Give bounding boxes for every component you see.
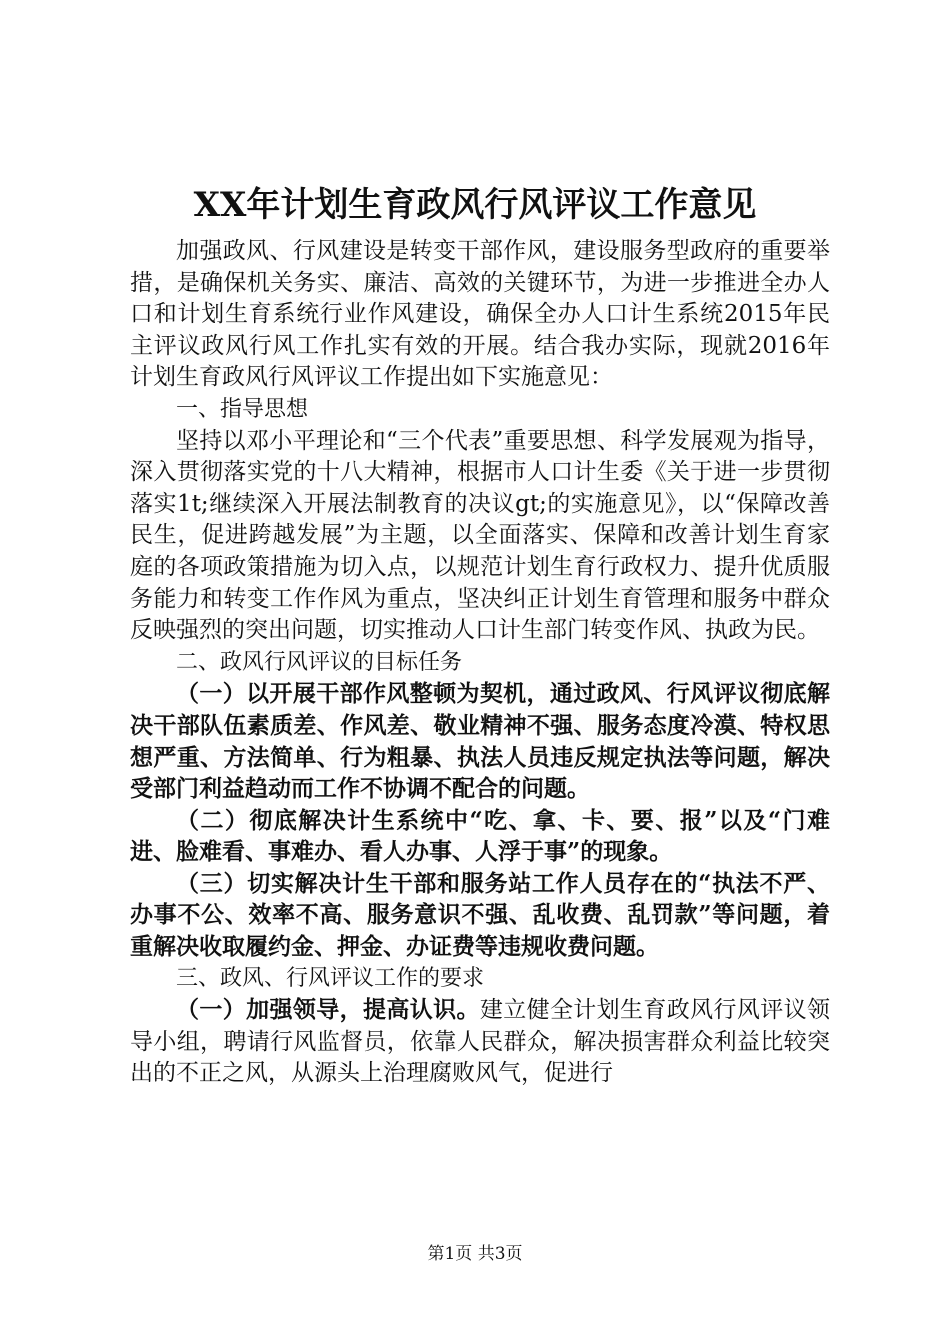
document-title: XX年计划生育政风行风评议工作意见 <box>193 185 757 225</box>
requirement-item-1 <box>130 994 830 1090</box>
goal-item-2: （二）彻底解决计生系统中“吃、拿、卡、要、报”以及“门难进、脸难看、事难办、看人办事、人浮于事”的现象。 <box>130 806 830 866</box>
section-paragraph-guiding-thought: 坚持以邓小平理论和“三个代表”重要思想、科学发展观为指导，深入贯彻落实党的十八大精神，根据市人口计生委《关于进一步贯彻落实1t;继续深入开展法制教育的决议gt;的实施意见》，以“保障改善民生，促进跨越发展”为主题，以全面落实、保障和改善计划生育家庭的各项政策措施为切入点，以规范计划生育行政权力、提升优质服务能力和转变工作作风为重点，坚决纠正计划生育管理和服务中群众反映强烈的突出问题，切实推动人口计生部门转变作风、执政为民。 <box>130 427 830 644</box>
intro-paragraph: 加强政风、行风建设是转变干部作风，建设服务型政府的重要举措，是确保机关务实、廉洁、高效的关键环节，为进一步推进全办人口和计划生育系统行业作风建设，确保全办人口计生系统2015年民主评议政风行风工作扎实有效的开展。结合我办实际，现就2016年计划生育政风行风评议工作提出如下实施意见： <box>130 238 830 391</box>
goal-item-1: （一）以开展干部作风整顿为契机，通过政风、行风评议彻底解决干部队伍素质差、作风差、敬业精神不强、服务态度冷漠、特权思想严重、方法简单、行为粗暴、执法人员违反规定执法等问题，解决受部门利益趋动而工作不协调不配合的问题。 <box>130 680 830 803</box>
section-heading-goals: 二、政风行风评议的目标任务 <box>176 649 463 675</box>
section-heading-requirements: 三、政风、行风评议工作的要求 <box>176 965 485 991</box>
document-body <box>130 236 830 1090</box>
page-footer: 第1页 共3页 <box>427 1244 523 1264</box>
section-heading-guiding-thought: 一、指导思想 <box>176 396 309 422</box>
requirement-item-1-text: 建立健全计划生育政风行风评议领导小组，聘请行风监督员，依靠人民群众，解决损害群众利益比较突出的不正之风，从源头上治理腐败风气，促进行 <box>130 997 831 1087</box>
goal-item-3: （三）切实解决计生干部和服务站工作人员存在的“执法不严、办事不公、效率不高、服务意识不强、乱收费、乱罚款”等问题，着重解决收取履约金、押金、办证费等违规收费问题。 <box>130 869 830 961</box>
requirement-item-1-lead: （一）加强领导，提高认识。 <box>176 996 480 1024</box>
